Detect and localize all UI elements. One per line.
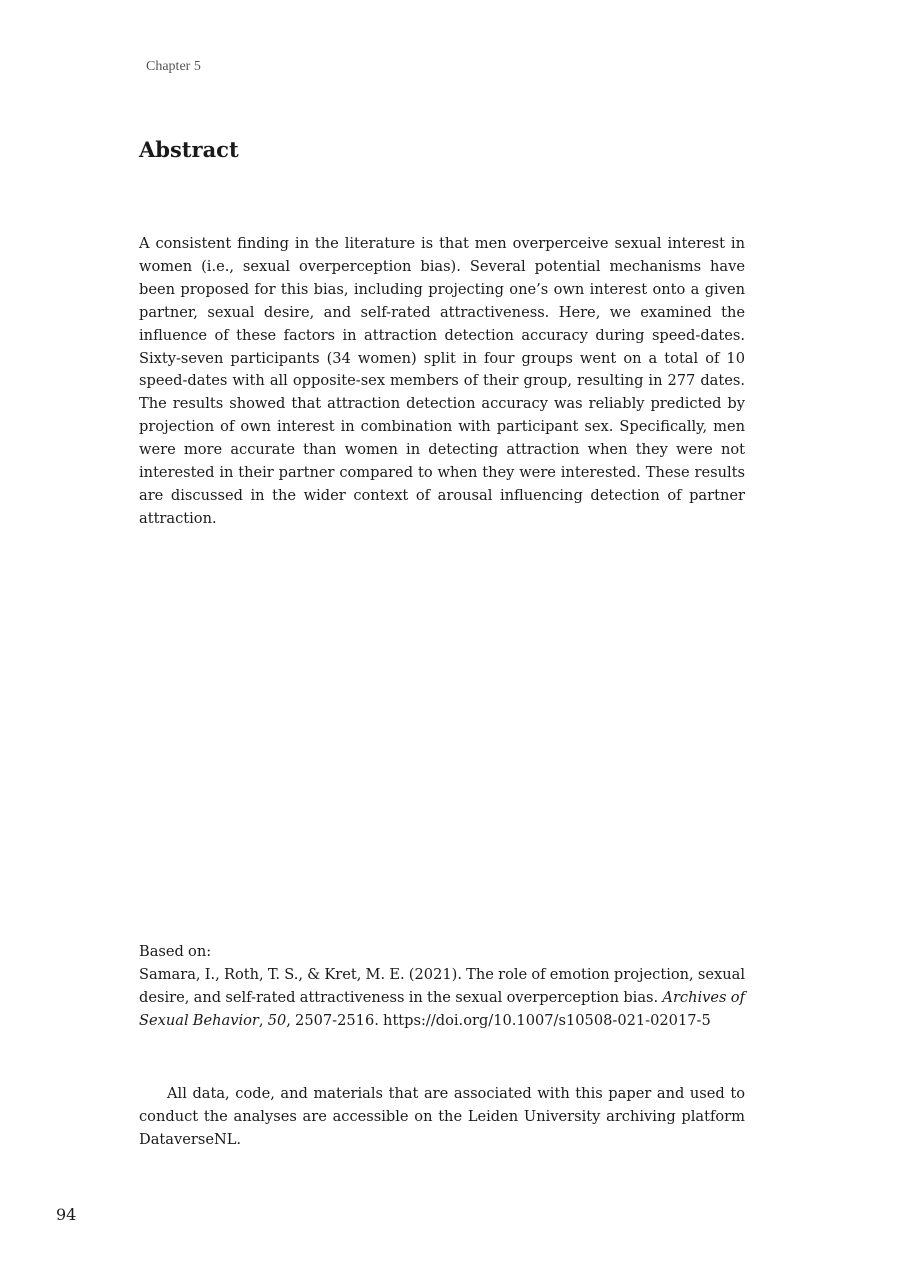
citation-volume: 50 [267, 1011, 287, 1029]
citation-block [139, 941, 745, 1033]
abstract-text: A consistent finding in the literature is that men overperceive sexual interest in women (i.e., sexual overperception bias). Several potential mechanisms have been proposed for this bias, including projecting one’s own interest onto a given partner, sexual desire, and self-rated attractiveness. Here, we examined the influence of these factors in attraction detection accuracy during speed-dates. Sixty-seven participants (34 women) split in four groups went on a total of 10 speed-dates with all opposite-sex members of their group, resulting in 277 dates. The results showed that attraction detection accuracy was reliably predicted by projection of own interest in combination with participant sex. Specifically, men were more accurate than women in detecting attraction when they were not interested in their partner compared to when they were interested. These results are discussed in the wider context of arousal influencing detection of partner attraction. [139, 235, 745, 527]
section-title: Abstract [139, 137, 239, 162]
citation-label: Based on: [139, 943, 212, 960]
data-availability-statement: All data, code, and materials that are associated with this paper and used to conduct the analyses are accessible on the Leiden University archiving platform DataverseNL. [139, 1085, 745, 1148]
citation-authors: Samara, I., Roth, T. S., & Kret, M. E. (2021). The role of emotion projection, sexual desire, and self-rated attractiveness in the sexual overperception bias. [139, 965, 745, 1006]
citation-reference [139, 964, 745, 1033]
citation-doi-link[interactable]: https://doi.org/10.1007/s10508-021-02017-5 [383, 1011, 711, 1029]
citation-pages: , 2507-2516. [286, 1011, 379, 1029]
running-head: Chapter 5 [146, 59, 201, 74]
citation-separator: , [258, 1011, 268, 1029]
page-number: 94 [56, 1205, 77, 1224]
citation-journal: Archives of Sexual Behavior [139, 988, 745, 1029]
